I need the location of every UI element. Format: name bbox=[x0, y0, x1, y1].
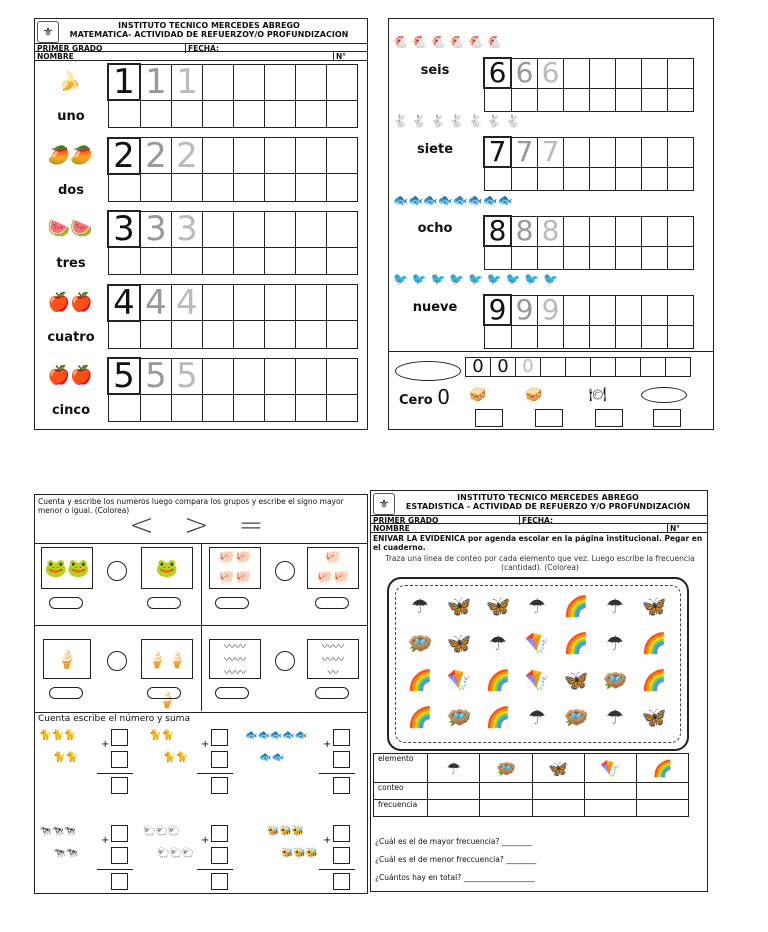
question-most: ¿Cuál es el de mayor frecuencia? ________ bbox=[375, 837, 532, 846]
answer-box[interactable] bbox=[211, 729, 228, 746]
trace-digit: 8 bbox=[515, 214, 534, 247]
number-word: cinco bbox=[51, 403, 91, 418]
trace-digit: 1 bbox=[145, 62, 167, 102]
school-name: INSTITUTO TECNICO MERCEDES ABREGO bbox=[118, 21, 300, 30]
trace-digit: 7 bbox=[515, 135, 534, 168]
trace-digit: 6 bbox=[488, 56, 507, 89]
trace-digit: 0 bbox=[497, 356, 509, 377]
answer-box[interactable] bbox=[333, 825, 350, 842]
count-group-b-icon: 🐈🐈 bbox=[53, 752, 78, 763]
counting-item-icon: 🪁 bbox=[524, 631, 550, 655]
date-label: FECHA: bbox=[519, 516, 553, 525]
tracing-grid bbox=[107, 63, 358, 128]
count-group-a-icon: 🐈🐈🐈 bbox=[39, 730, 77, 741]
tracing-grid bbox=[483, 215, 694, 270]
answer-box[interactable] bbox=[211, 825, 228, 842]
counting-item-icon: 🌈 bbox=[563, 631, 589, 655]
counting-picture bbox=[387, 577, 689, 751]
trace-digit: 7 bbox=[541, 135, 560, 168]
school-name: INSTITUTO TECNICO MERCEDES ABREGO bbox=[457, 493, 639, 502]
number-word: ocho bbox=[417, 221, 453, 236]
worms-group-b: 〰〰 〰〰 〰 bbox=[307, 639, 359, 679]
counting-item-icon: 🌈 bbox=[407, 668, 433, 692]
trace-digit: 6 bbox=[541, 56, 560, 89]
pigs-group-a: 🐖🐖 🐖🐖 bbox=[209, 547, 261, 589]
zero-tracing-grid bbox=[465, 357, 691, 377]
number-word: cuatro bbox=[47, 329, 95, 345]
table-item-icon: 🌈 bbox=[636, 754, 688, 783]
greater-than-symbol: > bbox=[183, 508, 209, 543]
trace-digit: 9 bbox=[488, 293, 507, 326]
trace-digit: 2 bbox=[113, 135, 135, 176]
trace-digit: 9 bbox=[541, 293, 560, 326]
zero-label: Cero 0 bbox=[399, 385, 450, 409]
counting-item-icon: 🪺 bbox=[407, 631, 433, 655]
count-group-a-icon: 🐝🐝🐝 bbox=[267, 826, 305, 837]
table-row-label: conteo bbox=[374, 783, 428, 800]
worksheet-compare-and-sum bbox=[34, 494, 368, 894]
worms-group-a: 〰〰 〰〰 〰〰 bbox=[209, 639, 261, 679]
count-group-b-icon: 🐟🐟 bbox=[259, 752, 284, 763]
less-than-symbol: < bbox=[129, 508, 155, 543]
trace-digit: 9 bbox=[515, 293, 534, 326]
oval-plate-icon bbox=[395, 361, 461, 381]
counting-item-icon: 🪁 bbox=[446, 668, 472, 692]
activity-title: MATEMATICA- ACTIVIDAD DE REFUERZOY/O PROFUNDIZACION bbox=[69, 30, 349, 39]
trace-digit: 3 bbox=[145, 209, 167, 249]
trace-digit: 6 bbox=[515, 56, 534, 89]
plus-sign: + bbox=[101, 835, 110, 846]
trace-digit: 5 bbox=[145, 356, 167, 396]
trace-digit: 2 bbox=[145, 135, 167, 176]
evidence-notice: ENIVAR LA EVIDENICA por agenda escolar en la página institucional. Pegar en el cuaderno. bbox=[373, 534, 703, 552]
plus-sign: + bbox=[201, 835, 210, 846]
number-word: dos bbox=[58, 182, 84, 198]
frogs-group-b: 🐸 bbox=[141, 547, 193, 589]
counting-item-icon: ☂ bbox=[528, 705, 546, 729]
counting-item-icon: ☂ bbox=[606, 631, 624, 655]
count-group-b-icon: 🐈🐈 bbox=[163, 752, 188, 763]
name-label: NOMBRE bbox=[37, 52, 74, 61]
number-word: uno bbox=[57, 109, 85, 124]
counting-item-icon: 🦋 bbox=[641, 705, 667, 729]
counting-item-icon: 🌈 bbox=[485, 705, 511, 729]
school-logo-icon: ⚜ bbox=[373, 493, 395, 515]
question-least: ¿Cuál es el de menor freccuencia? ________ bbox=[375, 855, 537, 864]
tracing-grid bbox=[107, 357, 358, 422]
table-item-icon: 🪺 bbox=[480, 754, 532, 783]
school-logo-icon: ⚜ bbox=[37, 21, 59, 43]
counting-item-icon: 🌈 bbox=[485, 668, 511, 692]
counting-item-icon: 🪺 bbox=[563, 705, 589, 729]
plates-row: 🥪 🥪 🍽 bbox=[465, 387, 705, 405]
counting-item-icon: 🦋 bbox=[446, 594, 472, 618]
fruit-picture-icon: 🥭🥭 bbox=[47, 144, 93, 166]
date-label: FECHA: bbox=[185, 44, 219, 53]
count-group-a-icon: 🐟🐟🐟🐟🐟 bbox=[245, 730, 308, 741]
tracing-grid bbox=[107, 210, 358, 275]
counting-item-icon: 🌈 bbox=[407, 705, 433, 729]
worksheet-statistics bbox=[370, 490, 708, 892]
number-label: N° bbox=[333, 52, 346, 61]
sum-result-box[interactable] bbox=[211, 873, 228, 890]
count-group-a-icon: 🐑🐑🐑 bbox=[143, 826, 181, 837]
counting-item-icon: ☂ bbox=[528, 594, 546, 618]
grade-label: PRIMER GRADO bbox=[37, 44, 103, 53]
grade-label: PRIMER GRADO bbox=[373, 516, 439, 525]
tracing-grid bbox=[483, 294, 694, 349]
table-row-label: elemento bbox=[374, 754, 428, 783]
animal-row-icon: 🐇 🐇 🐇 🐇 🐇 🐇 🐇 bbox=[393, 114, 521, 128]
trace-digit: 4 bbox=[145, 282, 167, 323]
question-total: ¿Cuántos hay en total? ___________________ bbox=[375, 873, 535, 882]
counting-item-icon: ☂ bbox=[606, 705, 624, 729]
count-group-b-icon: 🐝🐝🐝 bbox=[281, 848, 319, 859]
answer-box[interactable] bbox=[333, 847, 350, 864]
frogs-group-a: 🐸🐸 bbox=[41, 547, 93, 589]
trace-digit: 4 bbox=[176, 282, 198, 323]
sum-result-box[interactable] bbox=[333, 873, 350, 890]
sum-result-box[interactable] bbox=[111, 777, 128, 794]
fruit-picture-icon: 🍎🍎 bbox=[47, 365, 93, 386]
sum-result-box[interactable] bbox=[111, 873, 128, 890]
plus-sign: + bbox=[323, 835, 332, 846]
answer-box[interactable] bbox=[333, 751, 350, 768]
worksheet-numbers-1-5 bbox=[34, 18, 368, 430]
animal-row-icon: 🐦 🐦 🐦 🐦 🐦 🐦 🐦 🐦 🐦 bbox=[393, 272, 558, 286]
counting-item-icon: 🦋 bbox=[563, 668, 589, 692]
tracing-grid bbox=[483, 57, 694, 112]
animal-row-icon: 🐟🐟🐟🐟🐟🐟🐟🐟 bbox=[393, 193, 513, 207]
trace-digit: 7 bbox=[488, 135, 507, 168]
counting-item-icon: 🦋 bbox=[485, 594, 511, 618]
icecream-group-b: 🍦🍦🍦 bbox=[141, 639, 193, 679]
counting-item-icon: ☂ bbox=[489, 631, 507, 655]
trace-digit: 8 bbox=[541, 214, 560, 247]
answer-box[interactable] bbox=[211, 847, 228, 864]
tracing-grid bbox=[107, 137, 358, 202]
trace-digit: 8 bbox=[488, 214, 507, 247]
table-item-icon: 🪁 bbox=[584, 754, 636, 783]
counting-item-icon: 🦋 bbox=[641, 594, 667, 618]
trace-digit: 5 bbox=[113, 356, 135, 396]
count-group-a-icon: 🐄🐄🐄 bbox=[39, 826, 77, 837]
counting-item-icon: 🌈 bbox=[563, 594, 589, 618]
counting-item-icon: 🦋 bbox=[446, 631, 472, 655]
frequency-table bbox=[373, 753, 689, 817]
counting-item-icon: 🪺 bbox=[602, 668, 628, 692]
tracing-grid bbox=[107, 284, 358, 349]
answer-box[interactable] bbox=[111, 825, 128, 842]
equal-symbol: = bbox=[238, 508, 264, 543]
trace-digit: 1 bbox=[176, 62, 198, 102]
icecream-group-a: 🍦 bbox=[43, 639, 91, 679]
table-item-icon: ☂ bbox=[428, 754, 480, 783]
trace-digit: 0 bbox=[472, 356, 484, 377]
counting-item-icon: ☂ bbox=[411, 594, 429, 618]
trace-digit: 4 bbox=[113, 282, 135, 323]
number-word: seis bbox=[420, 63, 450, 78]
number-label: N° bbox=[667, 524, 680, 533]
sum-result-box[interactable] bbox=[211, 777, 228, 794]
comparison-symbols bbox=[129, 508, 264, 543]
table-item-icon: 🦋 bbox=[532, 754, 584, 783]
answer-box[interactable] bbox=[111, 751, 128, 768]
counting-item-icon: 🪺 bbox=[446, 705, 472, 729]
plus-sign: + bbox=[201, 739, 210, 750]
table-row-label: frecuencia bbox=[374, 800, 428, 817]
answer-box[interactable] bbox=[333, 729, 350, 746]
number-word: tres bbox=[56, 256, 86, 271]
number-word: nueve bbox=[412, 300, 458, 315]
trace-digit: 1 bbox=[113, 62, 135, 102]
number-word: siete bbox=[416, 142, 454, 157]
animal-row-icon: 🐔 🐔 🐔 🐔 🐔 🐔 bbox=[393, 35, 502, 49]
trace-digit: 3 bbox=[113, 209, 135, 249]
trace-digit: 0 bbox=[522, 356, 534, 377]
plus-sign: + bbox=[101, 739, 110, 750]
counting-item-icon: ☂ bbox=[606, 594, 624, 618]
compare-instruction: Cuenta y escribe los numeros luego compara los grupos y escribe el signo mayor menor o igual. (Colorea) bbox=[38, 497, 344, 515]
answer-box[interactable] bbox=[111, 847, 128, 864]
sum-result-box[interactable] bbox=[333, 777, 350, 794]
fruit-picture-icon: 🍌 bbox=[58, 71, 82, 92]
fruit-picture-icon: 🍉🍉 bbox=[47, 218, 93, 239]
worksheet-numbers-6-9 bbox=[388, 18, 714, 430]
answer-box[interactable] bbox=[211, 751, 228, 768]
sum-title: Cuenta escribe el número y suma bbox=[38, 714, 190, 724]
answer-box[interactable] bbox=[111, 729, 128, 746]
count-group-b-icon: 🐑🐑🐑 bbox=[157, 848, 195, 859]
count-instruction: Traza una línea de conteo por cada elemento que vez. Luego escribe la frecuencia (cantidad). (Colorea) bbox=[385, 554, 695, 572]
name-label: NOMBRE bbox=[373, 524, 410, 533]
count-group-b-icon: 🐄🐄 bbox=[53, 848, 78, 859]
tracing-grid bbox=[483, 136, 694, 191]
trace-digit: 2 bbox=[176, 135, 198, 176]
activity-title: ESTADISTICA - ACTIVIDAD DE REFUERZO Y/O PROFUNDIZACIÓN bbox=[405, 502, 691, 511]
trace-digit: 3 bbox=[176, 209, 198, 249]
pigs-group-b: 🐖 🐖🐖 bbox=[307, 547, 359, 589]
plus-sign: + bbox=[323, 739, 332, 750]
counting-item-icon: 🌈 bbox=[641, 668, 667, 692]
trace-digit: 5 bbox=[176, 356, 198, 396]
fruit-picture-icon: 🍎🍎 bbox=[47, 291, 93, 313]
count-group-a-icon: 🐈🐈 bbox=[149, 730, 174, 741]
counting-item-icon: 🌈 bbox=[641, 631, 667, 655]
counting-item-icon: 🪁 bbox=[524, 668, 550, 692]
